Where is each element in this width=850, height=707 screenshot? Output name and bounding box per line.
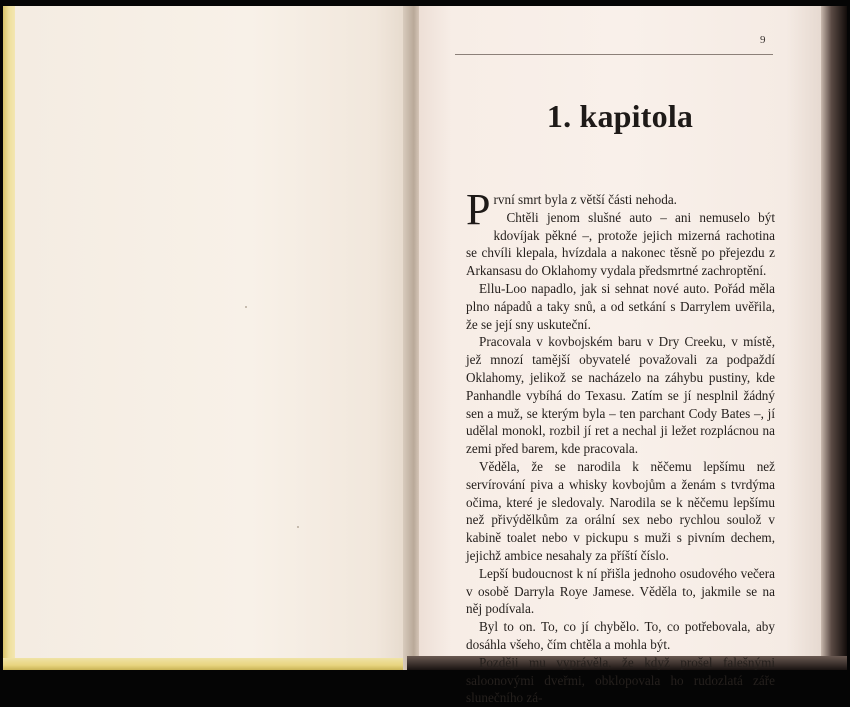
paragraph: Chtěli jenom slušné auto – ani nemuselo být kdovíjak pěkné –, protože jejich mizerná rachotina se chvíli klepala, hvízdala a nakonec těsně po přejezdu z Arkansasu do Oklahomy vydala předsmrtné zachroptění. bbox=[466, 209, 775, 279]
paragraph: Ellu-Loo napadlo, jak si sehnat nové auto. Pořád měla plno nápadů a taky snů, a od setkání s Darrylem uvěřila, že se její sny uskuteční. bbox=[466, 280, 775, 332]
page-speck bbox=[245, 306, 247, 308]
paragraph: Byl to on. To, co jí chybělo. To, co potřebovala, aby dosáhla všeho, čím chtěla a mohla být. bbox=[466, 619, 775, 652]
page-shadow-right bbox=[821, 6, 847, 670]
page-number: 9 bbox=[760, 34, 766, 46]
chapter-text bbox=[466, 185, 775, 707]
page-speck bbox=[297, 526, 299, 528]
paragraph-text: rvní smrt byla z větší části nehoda. bbox=[493, 192, 677, 207]
chapter-title: 1. kapitola bbox=[546, 98, 694, 134]
paragraph: Pracovala v kovbojském baru v Dry Creeku, v místě, jež mnozí tamější obyvatelé považovali za podpaždí Oklahomy, jelikož se nacházelo na záhybu pustiny, kde Panhandle vybíhá do Texasu. Zatím se jí nesplnil žádný sen a muž, se kterým byla – ten parchant Cody Bates –, jí udělal monokl, rozbil jí ret a nechal ji ležet rozplácnou na zemi před barem, kde pracovala. bbox=[466, 334, 775, 457]
book-edge-bottom bbox=[3, 658, 409, 670]
paragraph: Později mu vyprávěla, že když prošel falešnými saloonovými dveřmi, obklopovala ho rudozlatá záře slunečního zá- bbox=[466, 654, 775, 706]
drop-cap: P bbox=[466, 185, 491, 234]
paragraph: Lepší budoucnost k ní přišla jednoho osudového večera v osobě Darryla Roye Jamese. Věděla to, jakmile se na něj podívala. bbox=[466, 565, 775, 617]
paragraph bbox=[466, 185, 775, 234]
paragraph: Věděla, že se narodila k něčemu lepšímu než servírování piva a whisky kovbojům a ženám s tvrdýma očima, které je sledovaly. Narodila se k něčemu lepšímu než přivýdělkům za orální sex nebo rychlou soulož v kabině toalet nebo v pickupu s muži s pivním dechem, jejichž ambice nesahaly za příští číslo. bbox=[466, 458, 775, 563]
book-edge-left bbox=[3, 6, 15, 670]
left-page-blank bbox=[15, 6, 407, 658]
header-rule bbox=[455, 54, 773, 55]
